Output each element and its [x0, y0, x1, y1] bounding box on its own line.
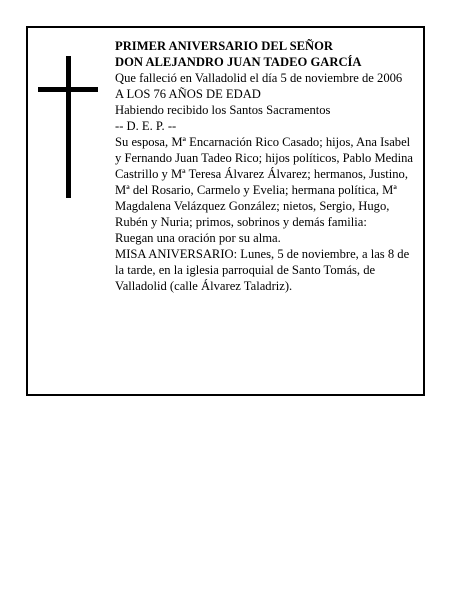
prayer-line: Ruegan una oración por su alma.: [115, 231, 281, 245]
age-line: A LOS 76 AÑOS DE EDAD: [115, 87, 261, 101]
obituary-notice: [26, 26, 425, 396]
dep-line: -- D. E. P. --: [115, 119, 177, 133]
family-paragraph: Su esposa, Mª Encarnación Rico Casado; hijos, Ana Isabel y Fernando Juan Tadeo Rico; hijos políticos, Pablo Medina Castrillo y Mª Teresa Álvarez Álvarez; hermanos, Justino, Mª del Rosario, Carmelo y Evelia; hermana política, Mª Magdalena Velázquez González; nietos, Sergio, Hugo, Rubén y Nuria; primos, sobrinos y demás familia:: [115, 135, 413, 229]
notice-title-line-1: PRIMER ANIVERSARIO DEL SEÑOR: [115, 39, 333, 53]
notice-title-line-2: DON ALEJANDRO JUAN TADEO GARCÍA: [115, 55, 362, 69]
cross-icon: [38, 56, 98, 198]
mass-paragraph: MISA ANIVERSARIO: Lunes, 5 de noviembre, a las 8 de la tarde, en la iglesia parroquial de Santo Tomás, de Valladolid (calle Álvarez Taladriz).: [115, 247, 410, 293]
cross-horizontal-bar: [38, 87, 98, 92]
death-info: Que falleció en Valladolid el día 5 de noviembre de 2006: [115, 71, 403, 85]
notice-text: [115, 38, 415, 294]
sacraments-line: Habiendo recibido los Santos Sacramentos: [115, 103, 331, 117]
cross-vertical-bar: [66, 56, 71, 198]
